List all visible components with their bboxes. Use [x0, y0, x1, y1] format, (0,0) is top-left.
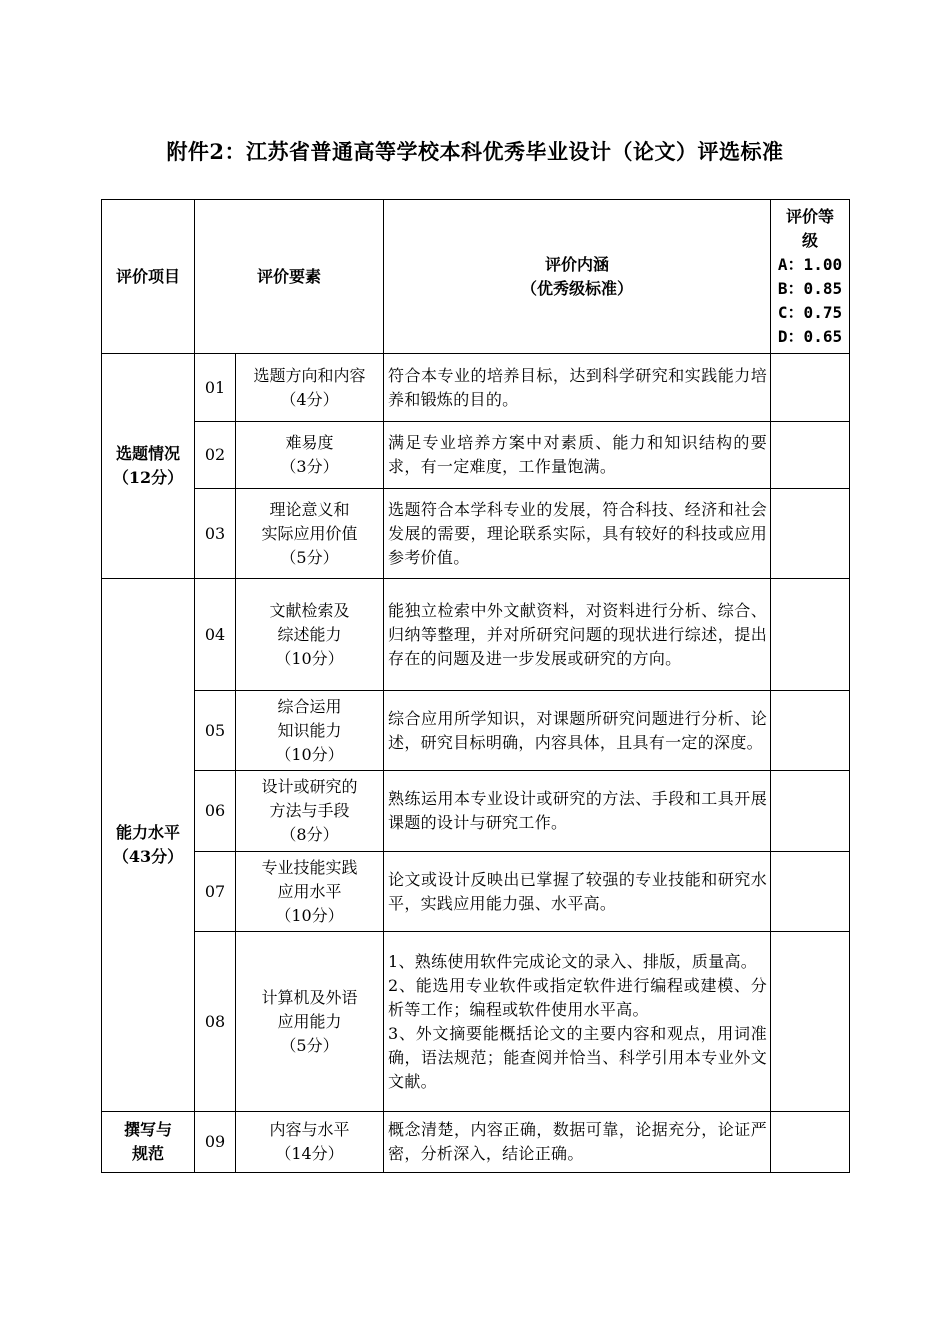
row-number: 01 [195, 354, 236, 422]
header-project: 评价项目 [102, 200, 195, 354]
element-line: 理论意义和 [269, 499, 350, 519]
grade-cell [771, 932, 850, 1112]
element-line: 综合运用 [277, 696, 342, 716]
element-line: 计算机及外语 [261, 987, 358, 1007]
element-line: （4分） [280, 389, 339, 409]
content-line: 1、熟练使用软件完成论文的录入、排版，质量高。 [388, 951, 758, 971]
page-title: 附件2：江苏省普通高等学校本科优秀毕业设计（论文）评选标准 [166, 139, 784, 164]
table-row [102, 579, 850, 691]
element-line: 设计或研究的 [261, 777, 358, 796]
row-content [384, 932, 771, 1112]
row-number: 02 [195, 422, 236, 489]
header-grade-line2: 级 [802, 230, 819, 250]
row-content [384, 691, 771, 771]
table-row [102, 771, 850, 852]
table-row [102, 354, 850, 422]
header-grade-line1: 评价等 [786, 206, 835, 226]
element-line: （10分） [275, 744, 344, 764]
grade-cell [771, 691, 850, 771]
row-number: 09 [195, 1112, 236, 1173]
element-line: （10分） [275, 905, 344, 925]
element-line: （3分） [280, 457, 339, 476]
element-line: 实际应用价值 [261, 523, 358, 543]
row-content [384, 354, 771, 422]
table-row [102, 422, 850, 489]
grade-d: D：0.65 [777, 326, 843, 346]
element-line: 选题方向和内容 [253, 365, 366, 385]
element-line: （14分） [275, 1144, 344, 1163]
content-line: 论文或设计反映出已掌握了较强的专业技能和研究水平，实践应用能力强、水平高。 [388, 869, 768, 913]
content-line: 满足专业培养方案中对素质、能力和知识结构的要求，有一定难度，工作量饱满。 [388, 433, 768, 476]
grade-cell [771, 579, 850, 691]
element-line: 应用能力 [277, 1011, 342, 1031]
element-line: （5分） [280, 547, 339, 567]
content-line: 3、外文摘要能概括论文的主要内容和观点，用词准确，语法规范；能查阅并恰当、科学引用本专业外文文献。 [388, 1023, 768, 1091]
row-number: 06 [195, 771, 236, 852]
element-line: 应用水平 [277, 881, 342, 901]
group-name: 撰写与 [123, 1120, 172, 1139]
header-content-line2: （优秀级标准） [521, 278, 634, 298]
element-line: 文献检索及 [269, 600, 350, 620]
row-element [236, 852, 384, 932]
header-content-line1: 评价内涵 [545, 254, 610, 274]
element-line: （8分） [280, 825, 339, 844]
group-score: （12分） [112, 468, 184, 487]
content-line: 2、能选用专业软件或指定软件进行编程或建模、分析等工作；编程或软件使用水平高。 [388, 975, 768, 1019]
content-line: 熟练运用本专业设计或研究的方法、手段和工具开展课题的设计与研究工作。 [388, 789, 768, 832]
group-name: 规范 [131, 1144, 164, 1163]
row-element [236, 354, 384, 422]
header-grade [771, 200, 850, 354]
grade-c: C：0.75 [777, 302, 843, 322]
row-number: 08 [195, 932, 236, 1112]
row-number: 05 [195, 691, 236, 771]
grade-cell [771, 771, 850, 852]
row-element [236, 771, 384, 852]
row-content [384, 771, 771, 852]
row-content [384, 422, 771, 489]
group-score: （43分） [112, 847, 184, 866]
table-row [102, 489, 850, 579]
table-row [102, 932, 850, 1112]
group-writing [102, 1112, 195, 1173]
element-line: 方法与手段 [269, 801, 350, 820]
row-element [236, 489, 384, 579]
row-element [236, 691, 384, 771]
header-element: 评价要素 [195, 200, 384, 354]
row-element [236, 1112, 384, 1173]
group-name: 选题情况 [115, 444, 180, 463]
group-ability [102, 579, 195, 1112]
grade-cell [771, 852, 850, 932]
element-line: 内容与水平 [269, 1120, 350, 1139]
row-element [236, 932, 384, 1112]
row-number: 04 [195, 579, 236, 691]
content-line: 能独立检索中外文献资料，对资料进行分析、综合、归纳等整理，并对所研究问题的现状进行综述，提出存在的问题及进一步发展或研究的方向。 [388, 600, 768, 668]
table-row [102, 691, 850, 771]
row-number: 07 [195, 852, 236, 932]
content-line: 符合本专业的培养目标，达到科学研究和实践能力培养和锻炼的目的。 [388, 365, 768, 409]
element-line: 知识能力 [277, 720, 342, 740]
element-line: 难易度 [285, 433, 334, 452]
row-element [236, 579, 384, 691]
row-content [384, 579, 771, 691]
grade-cell [771, 1112, 850, 1173]
row-number: 03 [195, 489, 236, 579]
element-line: （5分） [280, 1035, 339, 1055]
grade-cell [771, 489, 850, 579]
row-content [384, 1112, 771, 1173]
content-line: 选题符合本学科专业的发展，符合科技、经济和社会发展的需要，理论联系实际，具有较好的科技或应用参考价值。 [388, 499, 768, 567]
element-line: （10分） [275, 648, 344, 668]
content-line: 综合应用所学知识，对课题所研究问题进行分析、论述，研究目标明确，内容具体，且具有一定的深度。 [388, 708, 768, 752]
header-content [384, 200, 771, 354]
grade-b: B：0.85 [777, 278, 843, 298]
grade-cell [771, 354, 850, 422]
element-line: 综述能力 [277, 624, 342, 644]
row-content [384, 852, 771, 932]
table-row [102, 1112, 850, 1173]
evaluation-table [101, 199, 850, 1173]
grade-cell [771, 422, 850, 489]
content-line: 概念清楚，内容正确，数据可靠，论据充分，论证严密，分析深入，结论正确。 [388, 1120, 768, 1163]
table-header-row [102, 200, 850, 354]
table-row [102, 852, 850, 932]
row-content [384, 489, 771, 579]
grade-a: A：1.00 [777, 254, 843, 274]
element-line: 专业技能实践 [261, 857, 358, 877]
group-name: 能力水平 [115, 823, 180, 842]
row-element [236, 422, 384, 489]
group-topic [102, 354, 195, 579]
